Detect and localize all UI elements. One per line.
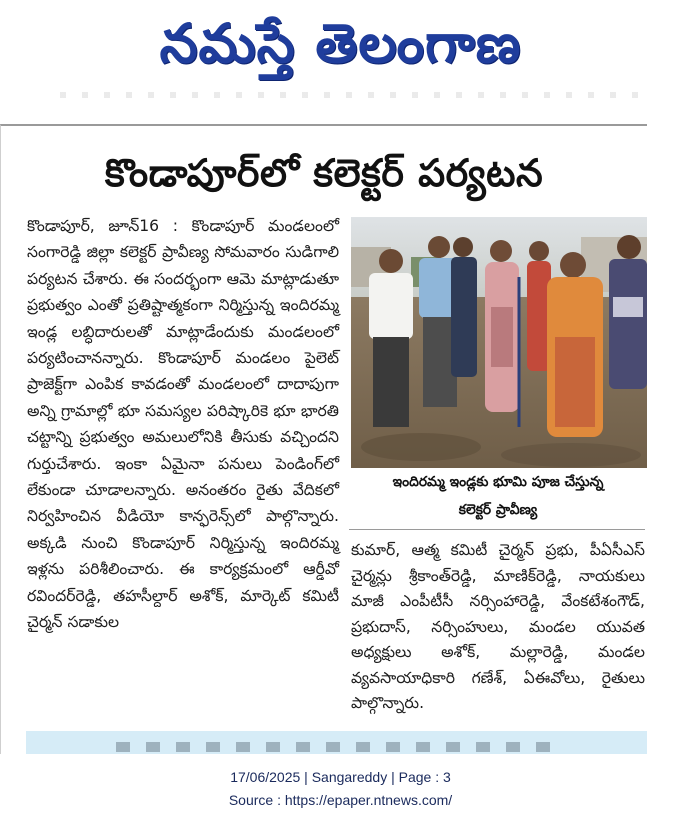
- article-clipping: [0, 124, 647, 754]
- footer-date-edition: 17/06/2025 | Sangareddy | Page : 3: [230, 769, 451, 785]
- faded-text-strip: [60, 92, 641, 98]
- column-divider: [349, 529, 645, 530]
- next-article-strip: [26, 731, 647, 754]
- article-body-left-text: కొండాపూర్, జూన్16 : కొండాపూర్ మండలంలో సంగారెడ్డి జిల్లా కలెక్టర్ ప్రావీణ్య సోమవారం సుడిగాలి పర్యటన చేశారు. ఈ సందర్భంగా ఆమె మాట్లాడుతూ ప్రభుత్వం ఎంతో ప్రతిష్టాత్మకంగా నిర్మిస్తున్న ఇందిరమ్మ ఇండ్ల లబ్ధిదారులతో మాట్లాడేందుకు మండలంలో పర్యటించానన్నారు. కొండాపూర్ మండలం పైలెట్ ప్రాజెక్ట్‌గా ఎంపిక కావడంతో మండలంలో దాదాపుగా అన్ని గ్రామాల్లో భూ సమస్యల పరిష్కారికె భూ భారతి చట్టాన్ని ప్రభుత్వం అమలులోనికి తీసుకు వచ్చిందని గుర్తుచేశారు. ఇంకా ఏమైనా పనులు పెండింగ్‌లో లేకుండా చూడాలన్నారు. అనంతరం రైతు వేదికలో నిర్వహించిన వీడియో కాన్ఫరెన్స్‌లో పాల్గొన్నారు. అక్కడి నుంచి కొండాపూర్ నిర్మిస్తున్న ఇందిరమ్మ ఇళ్లను పరిశీలించారు. ఈ కార్యక్రమంలో ఆర్డీవో రవిందర్‌రెడ్డి, తహసీల్దార్ అశోక్, మార్కెట్ కమిటీ చైర్మన్ సడాకుల: [27, 217, 339, 632]
- masthead-logo: నమస్తే తెలంగాణ: [159, 12, 522, 75]
- newspaper-masthead: [0, 0, 681, 96]
- article-body-right-column: [351, 538, 645, 717]
- article-photo: [351, 217, 647, 468]
- photo-caption: [353, 468, 643, 524]
- photo-caption-line-1: ఇందిరమ్మ ఇండ్లకు భూమి పూజ చేస్తున్న: [392, 474, 604, 490]
- article-headline: కొండాపూర్‌లో కలెక్టర్ పర్యటన: [104, 151, 544, 195]
- photo-caption-line-2: కలెక్టర్ ప్రావీణ్య: [458, 502, 538, 518]
- faded-headline-strip: [116, 742, 557, 752]
- article-body-right-text: కుమార్, ఆత్మ కమిటీ చైర్మన్ ప్రభు, పీఏసీఎస్ చైర్మన్లు శ్రీకాంత్‌రెడ్డి, మాణిక్‌రెడ్డి, నాయకులు మాజీ ఎంపీటీసీ నర్సింహారెడ్డి, వేంకటేశంగౌడ్, ప్రభుదాస్, నర్సింహులు, మండల యువత అధ్యక్షులు అశోక్, మల్లారెడ్డి, మండల వ్యవసాయాధికారి గణేశ్, ఏఈవోలు, రైతులు పాల్గొన్నారు.: [351, 541, 645, 712]
- photo-illustration: [351, 217, 647, 468]
- previous-article-remnant: [0, 88, 681, 104]
- footer-source: Source : https://epaper.ntnews.com/: [228, 792, 453, 808]
- source-footer: [0, 766, 681, 812]
- article-body-left-column: [27, 213, 339, 636]
